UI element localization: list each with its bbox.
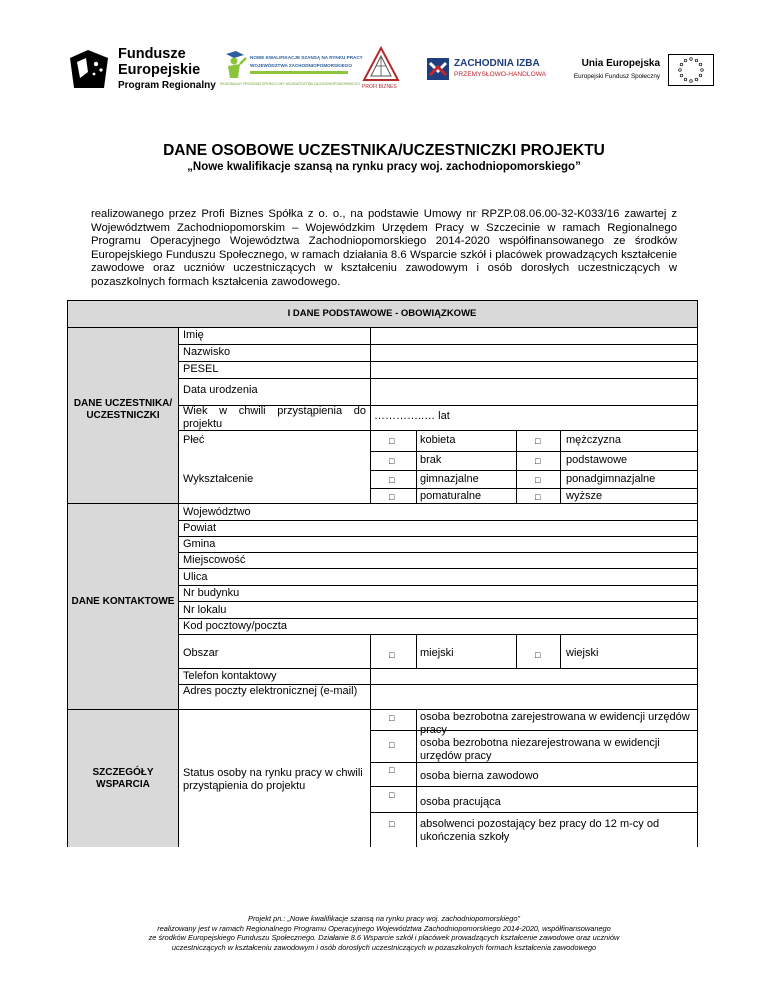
unia-line2: Europejski Fundusz Społeczny — [573, 73, 660, 80]
label-data-urodzenia: Data urodzenia — [183, 384, 258, 396]
checkbox-pomaturalne[interactable]: □ — [389, 492, 395, 502]
label-telefon: Telefon kontaktowy — [183, 670, 277, 682]
nowe-kwalifikacje-line1: NOWE KWALIFIKACJE SZANSĄ NA RYNKU PRACY — [250, 55, 363, 60]
wiek-value[interactable]: …………..… lat — [374, 410, 450, 422]
checkbox-wyzsze[interactable]: □ — [535, 492, 541, 502]
option-kobieta: kobieta — [420, 434, 456, 446]
nowe-kwalifikacje-line3: REGIONALNY PROGRAM OPERACYJNY WOJEWÓDZTWA ZACHODNIOPOMORSKIEGO — [220, 82, 360, 86]
footer-line1: Projekt pn.: „Nowe kwalifikacje szansą na rynku pracy woj. zachodniopomorskiego” — [248, 914, 520, 923]
option-bezrobotna-zarejestrowana: osoba bezrobotna zarejestrowana w ewidencji urzędów pracy — [420, 711, 690, 736]
nowe-kwalifikacje-bar — [250, 71, 348, 74]
fundusze-europejskie-logo — [68, 44, 228, 94]
eu-flag-icon — [668, 54, 714, 86]
option-absolwenci: absolwenci pozostający bez pracy do 12 m-cy od ukończenia szkoły — [420, 818, 660, 843]
zachodnia-izba-icon — [426, 57, 450, 81]
footer-line3: ze środków Europejskiego Funduszu Społecznego. Działanie 8.6 Wsparcie szkół i placówek prowadzących kształcenie zawodowe oraz uczniów — [148, 933, 620, 942]
unia-line1: Unia Europejska — [581, 58, 660, 69]
checkbox-kobieta[interactable]: □ — [389, 436, 395, 446]
checkbox-bierna-zawodowo[interactable]: □ — [389, 765, 395, 775]
label-status-rynek-pracy: Status osoby na rynku pracy w chwili przystąpienia do projektu — [183, 767, 363, 792]
label-nazwisko: Nazwisko — [183, 346, 231, 358]
label-kod-pocztowy: Kod pocztowy/poczta — [183, 620, 287, 632]
option-bierna-zawodowo: osoba bierna zawodowo — [420, 770, 539, 782]
label-obszar: Obszar — [183, 647, 219, 659]
nowe-kwalifikacje-line2: WOJEWÓDZTWA ZACHODNIOPOMORSKIEGO — [250, 63, 352, 68]
page-subtitle: „Nowe kwalifikacje szansą na rynku pracy woj. zachodniopomorskiego” — [187, 161, 581, 173]
checkbox-wiejski[interactable]: □ — [535, 650, 541, 660]
nowe-kwalifikacje-logo — [218, 50, 363, 92]
label-miejscowosc: Miejscowość — [183, 554, 246, 566]
label-imie: Imię — [183, 329, 204, 341]
section-szczegoly-wsparcia: SZCZEGÓŁY WSPARCIA — [92, 767, 154, 790]
zachodnia-izba-line2: PRZEMYSŁOWO-HANDLOWA — [454, 71, 547, 78]
checkbox-gimnazjalne[interactable]: □ — [389, 475, 395, 485]
option-bezrobotna-niezarejestrowana: osoba bezrobotna niezarejestrowana w ewidencji urzędów pracy — [420, 737, 660, 762]
page-footer — [0, 914, 768, 952]
checkbox-bezrobotna-niezarejestrowana[interactable]: □ — [389, 740, 395, 750]
option-miejski: miejski — [420, 647, 454, 659]
checkbox-miejski[interactable]: □ — [389, 650, 395, 660]
label-email: Adres poczty elektronicznej (e-mail) — [183, 685, 358, 697]
label-wiek: Wiek w chwili przystąpienia do projektu — [183, 405, 366, 430]
label-nr-lokalu: Nr lokalu — [183, 604, 227, 616]
section-dane-uczestnika: DANE UCZESTNIKA/ UCZESTNICZKI — [73, 398, 173, 421]
table-header: I DANE PODSTAWOWE - OBOWIĄZKOWE — [287, 308, 477, 319]
fundusze-line2: Europejskie — [118, 62, 201, 78]
profi-biznes-caption: PROFI BIZNES — [362, 84, 397, 90]
checkbox-ponadgimnazjalne[interactable]: □ — [535, 475, 541, 485]
option-pomaturalne: pomaturalne — [420, 490, 482, 502]
label-wojewodztwo: Województwo — [183, 506, 251, 518]
checkbox-podstawowe[interactable]: □ — [535, 456, 541, 466]
option-wyzsze: wyższe — [566, 490, 603, 502]
option-ponadgimnazjalne: ponadgimnazjalne — [566, 473, 656, 485]
profi-biznes-triangle-icon — [362, 46, 400, 82]
checkbox-bezrobotna-zarejestrowana[interactable]: □ — [389, 713, 395, 723]
option-pracujaca: osoba pracująca — [420, 796, 501, 808]
checkbox-pracujaca[interactable]: □ — [389, 790, 395, 800]
intro-paragraph: realizowanego przez Profi Biznes Spółka z o. o., na podstawie Umowy nr RPZP.08.06.00-32-K033/16 zawartej z Województwem Zachodniopomorskim – Wojewódzkim Urzędem Pracy w Szczecinie w ramach Regionalnego Programu Operacyjnego Województwa Zachodniopomorskiego 2014-2020 współfinansowanego ze środków Europejskiego Funduszu Społecznego, w ramach działania 8.6 Wsparcie szkół i placówek prowadzących kształcenie zawodowe oraz uczniów uczestniczących w kształceniu zawodowym i osób dorosłych uczestniczących w pozaszkolnych formach kształcenia zawodowego. — [91, 208, 677, 288]
page-title: DANE OSOBOWE UCZESTNIKA/UCZESTNICZKI PROJEKTU — [163, 142, 605, 159]
fundusze-europejskie-icon — [68, 48, 110, 90]
option-brak: brak — [420, 454, 442, 466]
unia-europejska-text — [520, 58, 660, 86]
checkbox-absolwenci[interactable]: □ — [389, 819, 395, 829]
label-nr-budynku: Nr budynku — [183, 587, 240, 599]
footer-line4: uczestniczących w kształceniu zawodowym i osób dorosłych uczestniczących w pozaszkolnych formach kształcenia zawodowego — [171, 942, 597, 952]
label-wyksztalcenie: Wykształcenie — [183, 473, 254, 485]
graduate-figure-icon — [218, 50, 248, 80]
option-gimnazjalne: gimnazjalne — [420, 473, 479, 485]
label-pesel: PESEL — [183, 363, 219, 375]
label-ulica: Ulica — [183, 571, 208, 583]
checkbox-brak[interactable]: □ — [389, 456, 395, 466]
footer-line2: realizowany jest w ramach Regionalnego Programu Operacyjnego Województwa Zachodniopomorskiego 2014-2020, współfinansowanego — [157, 923, 611, 933]
checkbox-mezczyzna[interactable]: □ — [535, 436, 541, 446]
option-mezczyzna: mężczyzna — [566, 434, 622, 446]
label-plec: Płeć — [183, 434, 205, 446]
section-dane-kontaktowe: DANE KONTAKTOWE — [71, 596, 175, 607]
label-gmina: Gmina — [183, 538, 216, 550]
fundusze-line3: Program Regionalny — [118, 80, 216, 91]
zachodnia-izba-line1: ZACHODNIA IZBA — [454, 58, 540, 69]
option-podstawowe: podstawowe — [566, 454, 628, 466]
label-powiat: Powiat — [183, 522, 217, 534]
profi-biznes-logo — [360, 46, 402, 94]
option-wiejski: wiejski — [566, 647, 599, 659]
fundusze-line1: Fundusze — [118, 46, 186, 62]
